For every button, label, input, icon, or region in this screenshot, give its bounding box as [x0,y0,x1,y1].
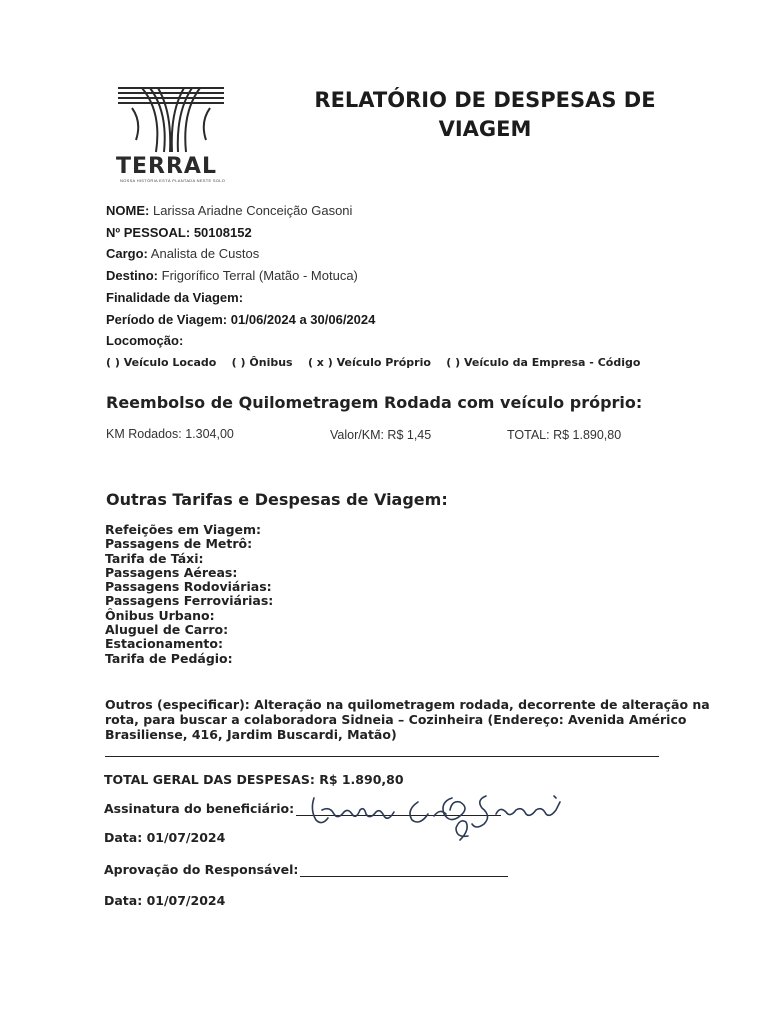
option-empresa-label: Veículo da Empresa - Código [463,356,641,369]
aprovacao-label: Aprovação do Responsável: [104,862,299,877]
outros-label: Outros (especificar): [105,697,250,712]
pessoal-value: 50108152 [193,225,252,240]
destino-value: Frigorífico Terral (Matão - Motuca) [161,268,358,283]
terral-logo [112,82,230,184]
valor-km: Valor/KM: R$ 1,45 [330,428,432,442]
logo-tagline: NOSSA HISTÓRIA ESTÁ PLANTADA NESTE SOLO [120,178,226,183]
locomocao-label: Locomoção: [106,333,184,348]
outros-text: Alteração na quilometragem rodada, decorrente de alteração na rota, para buscar a colaboradora Sidneia – Cozinheira (Endereço: Avenida Américo Brasiliense, 416, Jardim Buscardi, Matão) [105,697,710,742]
total-geral-label: TOTAL GERAL DAS DESPESAS: [104,772,315,787]
periodo-label: Período de Viagem: [106,312,228,327]
field-nome [106,203,352,218]
pessoal-label: Nº PESSOAL: [106,225,191,240]
option-proprio-box[interactable]: ( x ) [307,356,333,369]
list-item: Ônibus Urbano: [105,607,215,623]
outras-list [105,523,273,666]
field-destino [106,268,358,283]
title-line-1: RELATÓRIO DE DESPESAS DE [314,88,656,112]
title-line-2: VIAGEM [438,117,532,141]
aprovacao-line[interactable] [300,876,508,877]
field-periodo [106,312,375,327]
field-finalidade [106,290,243,305]
reembolso-heading: Reembolso de Quilometragem Rodada com veículo próprio: [106,393,643,412]
option-locado-box[interactable]: ( ) [106,356,120,369]
list-item: Estacionamento: [105,636,223,652]
logo-wordmark: TERRAL [116,154,217,179]
option-locado-label: Veículo Locado [123,356,217,369]
list-item: Aluguel de Carro: [105,622,229,638]
finalidade-label: Finalidade da Viagem: [106,290,244,305]
total-geral-value: R$ 1.890,80 [319,772,404,787]
outros-block [105,697,725,742]
field-cargo [106,246,259,261]
destino-label: Destino: [106,268,158,283]
list-item: Passagens Aéreas: [105,564,238,580]
divider-line [105,756,659,757]
assinatura-label: Assinatura do beneficiário: [104,801,295,816]
km-rodados: KM Rodados: 1.304,00 [106,427,234,441]
list-item: Tarifa de Pedágio: [105,650,233,666]
reembolso-total: TOTAL: R$ 1.890,80 [507,428,622,442]
terral-logo-mark [112,82,230,154]
field-pessoal [106,225,252,240]
list-item: Refeições em Viagem: [105,522,262,537]
cargo-label: Cargo: [106,246,148,261]
document-title [270,86,700,144]
periodo-value: 01/06/2024 a 30/06/2024 [230,312,376,327]
option-onibus-box[interactable]: ( ) [231,356,246,369]
nome-label: NOME: [106,203,150,218]
nome-value: Larissa Ariadne Conceição Gasoni [152,203,353,218]
option-onibus-label: Ônibus [249,356,293,369]
locomocao-options [106,356,640,369]
signature-image [300,780,570,850]
option-empresa-box[interactable]: ( ) [446,356,461,369]
data-2: Data: 01/07/2024 [104,893,226,908]
option-proprio-label: Veículo Próprio [336,356,431,369]
field-locomocao [106,333,183,348]
list-item: Passagens de Metrô: [105,536,253,552]
list-item: Tarifa de Táxi: [105,550,204,566]
list-item: Passagens Ferroviárias: [105,593,274,609]
cargo-value: Analista de Custos [150,246,260,261]
outras-heading: Outras Tarifas e Despesas de Viagem: [106,490,448,509]
list-item: Passagens Rodoviárias: [105,579,272,595]
data-1: Data: 01/07/2024 [104,830,226,845]
